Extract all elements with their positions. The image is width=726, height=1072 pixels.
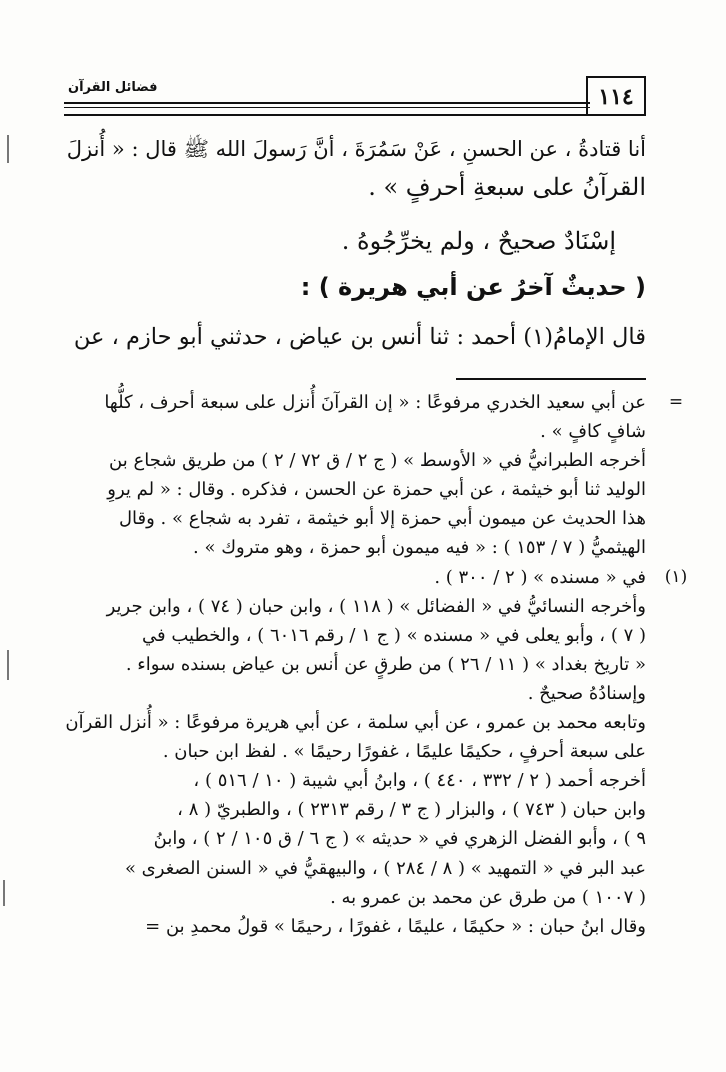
footnote-line xyxy=(64,737,646,766)
footnote-text: وقال ابنُ حبان : « حكيمًا ، عليمًا ، غفورًا ، رحيمًا » قولُ محمدِ بن = xyxy=(145,915,646,937)
main-text xyxy=(64,268,646,306)
isnad-note: إسْنَادٌ صحيحٌ ، ولم يخرِّجُوهُ . xyxy=(341,227,616,255)
footnote-line xyxy=(64,417,646,446)
footnote-text: وأخرجه النسائيُّ في « الفضائل » ( ١١٨ ) ، وابن حبان ( ٧٤ ) ، وابن جرير xyxy=(106,595,646,617)
main-line: قال الإمامُ(١) أحمد : ثنا أنس بن عياض ، حدثني أبو حازم ، عن xyxy=(73,324,646,350)
footnote-text: « تاريخ بغداد » ( ١١ / ٢٦ ) من طرقٍ عن أنس بن عياض بسنده سواء . xyxy=(125,653,646,675)
footnotes xyxy=(64,388,688,941)
footnote-line xyxy=(64,766,646,795)
footnote-line xyxy=(64,592,646,621)
footnote-text: ٩ ) ، وأبو الفضل الزهري في « حديثه » ( ج ٦ / ق ١٠٥ / ٢ ) ، وابنُ xyxy=(153,828,646,850)
footnote-line xyxy=(64,795,646,824)
section-heading: ( حديثٌ آخرُ عن أبي هريرة ) : xyxy=(300,273,646,301)
scan-margin-mark xyxy=(3,880,5,906)
footnote-line xyxy=(64,708,646,737)
running-title: فضائل القرآن xyxy=(68,80,158,95)
footnote-text: ( ٧ ) ، وأبو يعلى في « مسنده » ( ج ١ / رقم ٦٠١٦ ) ، والخطيب في xyxy=(142,624,646,646)
main-text xyxy=(64,318,646,356)
footnote-line xyxy=(64,621,646,650)
footnote-text: هذا الحديث عن ميمون أبي حمزة إلا أبو خيثمة ، تفرد به شجاع » . وقال xyxy=(118,508,646,530)
footnote-line xyxy=(64,563,688,592)
footnote-line xyxy=(64,446,646,475)
footnote-line xyxy=(64,679,646,708)
scan-margin-mark xyxy=(7,650,9,680)
footnote-line xyxy=(64,912,646,941)
footnote-text: ( ١٠٠٧ ) من طرق عن محمد بن عمرو به . xyxy=(330,886,646,908)
footnote-line xyxy=(64,533,646,562)
footnote-line xyxy=(64,504,646,533)
footnote-text: وابن حبان ( ٧٤٣ ) ، والبزار ( ج ٣ / رقم ٢٣١٣ ) ، والطبريّ ( ٨ ، xyxy=(177,799,646,821)
footnote-marker: (١) xyxy=(664,566,688,587)
footnote-text: على سبعة أحرفٍ ، حكيمًا عليمًا ، غفورًا رحيمًا » . لفظ ابن حبان . xyxy=(162,741,646,763)
footnote-line xyxy=(64,475,646,504)
footnote-text: الهيثميُّ ( ٧ / ١٥٣ ) : « فيه ميمون أبو حمزة ، وهو متروك » . xyxy=(193,537,646,559)
footnote-text: وإسنادُهُ صحيحٌ . xyxy=(527,682,646,704)
footnote-line xyxy=(64,854,646,883)
footnote-marker: = xyxy=(668,392,684,412)
header-rule xyxy=(64,102,590,104)
main-text xyxy=(64,222,646,260)
footnote-text: وتابعه محمد بن عمرو ، عن أبي سلمة ، عن أبي هريرة مرفوعًا : « أُنزل القرآن xyxy=(65,712,646,734)
header-rule xyxy=(64,107,590,108)
footnote-text: عن أبي سعيد الخدري مرفوعًا : « إن القرآنَ أُنزل على سبعة أحرف ، كلُّها xyxy=(104,392,646,413)
footnote-line xyxy=(64,650,646,679)
header-rule xyxy=(64,114,646,116)
footnote-text: أخرجه أحمد ( ٢ / ٣٣٢ ، ٤٤٠ ) ، وابنُ أبي شيبة ( ١٠ / ٥١٦ ) ، xyxy=(193,770,646,792)
footnote-separator xyxy=(456,378,646,380)
main-line: القرآنُ على سبعةِ أحرفٍ » . xyxy=(368,173,646,201)
main-line: أنا قتادةُ ، عن الحسنِ ، عَنْ سَمُرَةَ ، أنَّ رَسولَ الله ﷺ قال : « أُنزلَ xyxy=(66,137,646,161)
footnote-line xyxy=(64,883,646,912)
footnote-line xyxy=(64,388,684,417)
page-number: ١١٤ xyxy=(586,76,646,116)
page-header xyxy=(64,76,646,118)
main-text xyxy=(64,130,646,206)
scan-margin-mark xyxy=(7,135,9,163)
footnote-text: شافٍ كافٍ » . xyxy=(540,421,646,443)
footnote-line xyxy=(64,824,646,853)
footnote-text: في « مسنده » ( ٢ / ٣٠٠ ) . xyxy=(434,566,646,588)
footnote-text: الوليد ثنا أبو خيثمة ، عن أبي حمزة عن الحسن ، فذكره . وقال : « لم يروِ xyxy=(107,479,646,501)
footnote-text: عبد البر في « التمهيد » ( ٨ / ٢٨٤ ) ، والبيهقيُّ في « السنن الصغرى » xyxy=(124,857,646,879)
footnote-text: أخرجه الطبرانيُّ في « الأوسط » ( ج ٢ / ق ٧٢ / ٢ ) من طريق شجاع بن xyxy=(109,450,646,472)
